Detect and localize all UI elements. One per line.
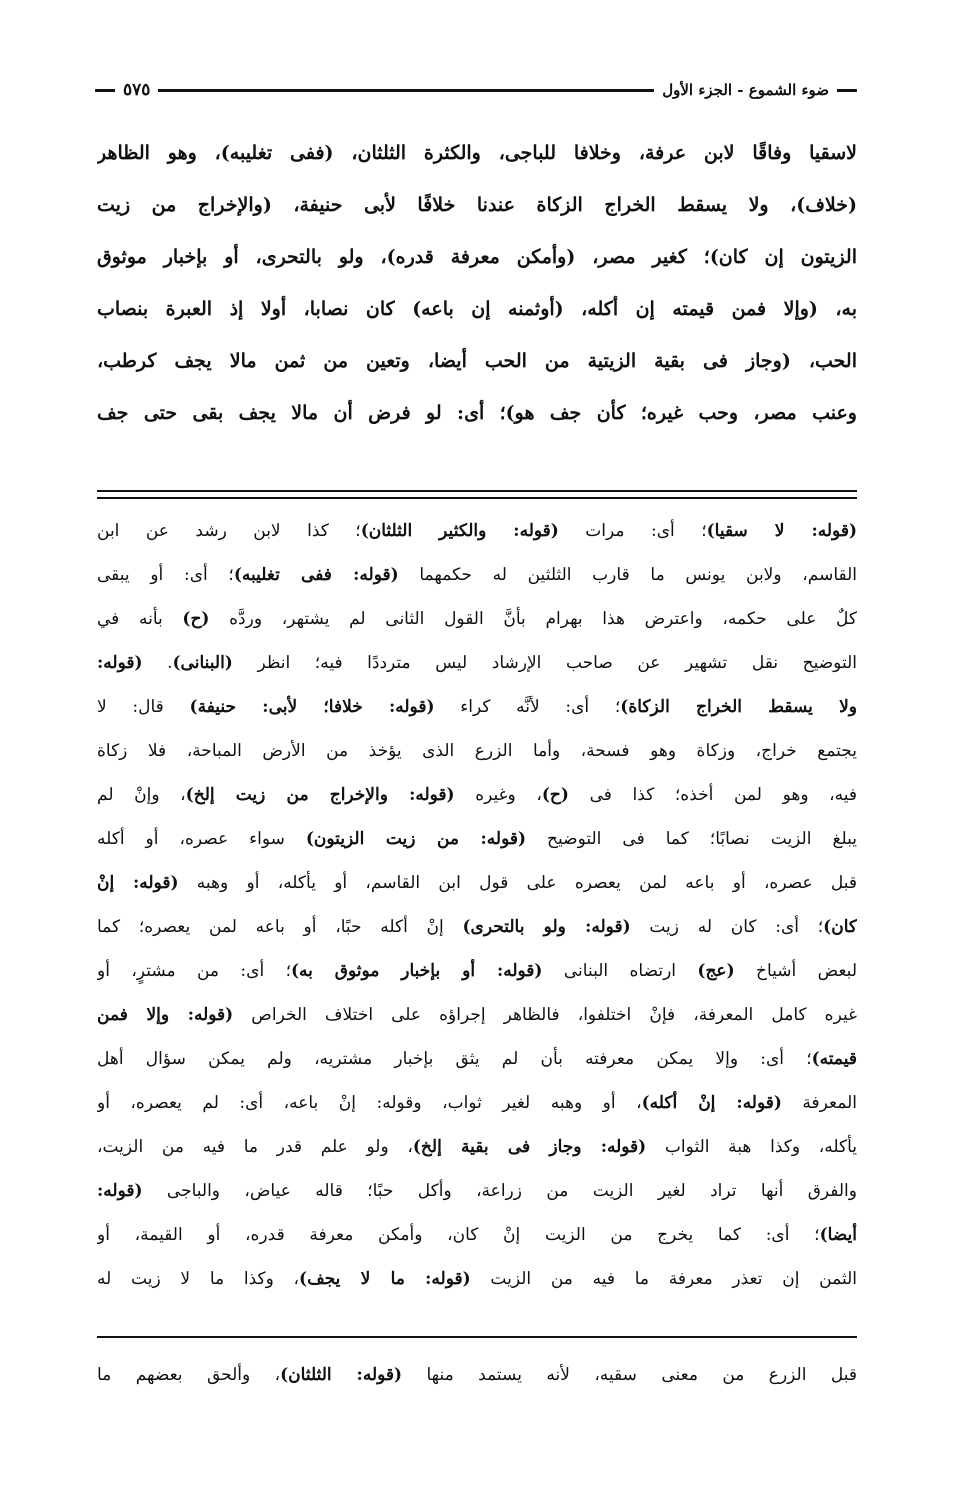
commentary-text: ؛ أى: لأنَّه كراء <box>434 697 621 717</box>
quoted-lemma: قيمته) <box>811 1049 857 1069</box>
commentary-text: قبل الزرع من معنى سقيه، لأنه يستمد منها <box>402 1365 857 1385</box>
running-header <box>95 72 857 108</box>
quoted-lemma: (ح) <box>541 785 569 805</box>
book-title: ضوء الشموع - الجزء الأول <box>662 81 829 99</box>
commentary-text: ؛ أى: مرات <box>558 521 707 541</box>
page-number: ٥٧٥ <box>123 80 151 100</box>
quoted-lemma: (قوله: الثلثان) <box>280 1365 403 1385</box>
main-text-line: به، (وإلا فمن قيمته إن أكله، (أوثمنه إن باعه) كان نصابا، أولا إذ العبرة بنصاب <box>97 298 857 320</box>
commentary-text: . <box>142 653 173 673</box>
commentary-line <box>97 1213 857 1257</box>
commentary-text: ، وألحق بعضهم ما <box>97 1365 281 1385</box>
commentary-text: ؛ كذا لابن رشد عن ابن <box>97 521 361 541</box>
commentary-text: سواء عصره، أو أكله <box>97 829 306 849</box>
commentary-line <box>97 509 857 553</box>
section-divider <box>97 497 857 499</box>
commentary-text: ؛ أى: أو يبقى <box>97 565 234 585</box>
quoted-lemma: (قوله: <box>97 1181 143 1201</box>
commentary-line <box>97 773 857 817</box>
commentary-text: يجتمع خراج، وزكاة وهو فسحة، وأما الزرع الذى يؤخذ من الأرض المباحة، فلا زكاة <box>97 741 857 761</box>
quoted-lemma: (قوله: ففى تغليبه) <box>233 565 399 585</box>
commentary-line <box>97 1081 857 1125</box>
quoted-lemma: (قوله: أو بإخبار موثوق به) <box>290 961 543 981</box>
header-dash <box>95 89 115 92</box>
quoted-lemma: (البنانى) <box>172 653 233 673</box>
main-text-line: (خلاف)، ولا يسقط الخراج الزكاة عندنا خلافًا لأبى حنيفة، (والإخراج من زيت <box>97 194 857 216</box>
commentary-text: قال: لا <box>97 697 190 717</box>
commentary-text: القاسم، ولابن يونس ما قارب الثلثين له حكمهما <box>398 565 857 585</box>
main-text-line: الزيتون إن كان)؛ كغير مصر، (وأمكن معرفة قدره)، ولو بالتحرى، أو بإخبار موثوق <box>97 246 857 268</box>
commentary-line <box>97 641 857 685</box>
main-text-line: الحب، (وجاز فى بقية الزيتية من الحب أيضا، وتعين من ثمن مالا يجف كرطب، <box>97 350 857 372</box>
commentary-text: كلٌ على حكمه، واعترض هذا بهرام بأنَّ القول الثانى لم يشتهر، وردَّه <box>209 609 857 629</box>
quoted-lemma: (قوله: والكثير الثلثان) <box>360 521 559 541</box>
commentary-text: المعرفة <box>781 1093 857 1113</box>
commentary-line <box>97 905 857 949</box>
continuation-line <box>97 1353 857 1397</box>
commentary-text: ، أو وهبه لغير ثواب، وقوله: إنْ باعه، أى: لم يعصره، أو <box>97 1093 642 1113</box>
commentary-text: ؛ أى: من مشترٍ، أو <box>97 961 291 981</box>
commentary-line <box>97 949 857 993</box>
main-text <box>97 127 857 439</box>
quoted-lemma: (قوله: والإخراج من زيت إلخ) <box>185 785 455 805</box>
commentary-line <box>97 817 857 861</box>
quoted-lemma: (ح) <box>182 609 210 629</box>
quoted-lemma: (قوله: وجاز فى بقية إلخ) <box>412 1137 647 1157</box>
main-text-line: وعنب مصر، وحب غيره؛ كأن جف هو)؛ أى: لو فرض أن مالا يجف بقى حتى جف <box>97 402 857 424</box>
commentary-text: إنْ أكله حبًا، أو باعه لمن يعصره؛ كما <box>97 917 463 937</box>
quoted-lemma: كان) <box>823 917 857 937</box>
commentary-text: غيره كامل المعرفة، فإنْ اختلفوا، فالظاهر إجراؤه على اختلاف الخراص <box>233 1005 857 1025</box>
quoted-lemma: (قوله: <box>97 653 143 673</box>
commentary-text: ؛ أى: وإلا يمكن معرفته بأن لم يثق بإخبار مشتريه، ولم يمكن سؤال أهل <box>97 1049 812 1069</box>
main-text-line: لاسقيا وفاقًا لابن عرفة، وخلافا للباجى، والكثرة الثلثان، (ففى تغليبه)، وهو الظاهر <box>97 142 857 164</box>
commentary-line <box>97 729 857 773</box>
quoted-lemma: (قوله: وإلا فمن <box>97 1005 234 1025</box>
commentary-text: الثمن إن تعذر معرفة ما فيه من الزيت <box>470 1269 857 1289</box>
commentary-line <box>97 861 857 905</box>
commentary-text: التوضيح نقل تشهير عن صاحب الإرشاد ليس مترددًا فيه؛ انظر <box>232 653 857 673</box>
quoted-lemma: (قوله: خلافا؛ لأبى: حنيفة) <box>189 697 435 717</box>
commentary-text: والفرق أنها تراد لغير الزيت من زراعة، وأكل حبًا؛ قاله عياض، والباجى <box>142 1181 857 1201</box>
commentary-line <box>97 1125 857 1169</box>
commentary-text: فيه، وهو لمن أخذه؛ كذا فى <box>568 785 857 805</box>
commentary-line <box>97 553 857 597</box>
commentary-text: يأكله، وكذا هبة الثواب <box>646 1137 857 1157</box>
header-dash <box>837 89 857 92</box>
quoted-lemma: (قوله: إنْ أكله) <box>641 1093 782 1113</box>
commentary-line <box>97 1257 857 1301</box>
commentary-line <box>97 993 857 1037</box>
commentary-line <box>97 1169 857 1213</box>
footnote-divider <box>97 1336 857 1338</box>
commentary-text: ، وإنْ لم <box>97 785 186 805</box>
commentary-text: لبعض أشياخ <box>734 961 857 981</box>
quoted-lemma: ولا يسقط الخراج الزكاة) <box>620 697 857 717</box>
commentary-text: بأنه في <box>97 609 183 629</box>
quoted-lemma: (قوله: ما لا يجف) <box>299 1269 471 1289</box>
footnote-continuation <box>97 1353 857 1397</box>
commentary-text: ؛ أى: كان له زيت <box>630 917 824 937</box>
commentary-text: ، ولو علم قدر ما فيه من الزيت، <box>97 1137 413 1157</box>
quoted-lemma: (قوله: من زيت الزيتون) <box>305 829 527 849</box>
quoted-lemma: (قوله: إنْ <box>97 873 179 893</box>
quoted-lemma: أيضا) <box>819 1225 857 1245</box>
quoted-lemma: (قوله: لا سقيا) <box>706 521 857 541</box>
quoted-lemma: (عج) <box>697 961 735 981</box>
quoted-lemma: (قوله: ولو بالتحرى) <box>462 917 631 937</box>
commentary-text: ، وكذا ما لا زيت له <box>97 1269 300 1289</box>
header-rule <box>158 89 654 92</box>
commentary-line <box>97 1037 857 1081</box>
commentary-line <box>97 685 857 729</box>
commentary-text: ؛ أى: كما يخرج من الزيت إنْ كان، وأمكن معرفة قدره، أو القيمة، أو <box>97 1225 820 1245</box>
commentary-text: يبلغ الزيت نصابًا؛ كما فى التوضيح <box>526 829 857 849</box>
commentary-text: ارتضاه البنانى <box>542 961 698 981</box>
commentary <box>97 509 857 1301</box>
commentary-text: ، وغيره <box>454 785 542 805</box>
commentary-line <box>97 597 857 641</box>
commentary-text: قبل عصره، أو باعه لمن يعصره على قول ابن القاسم، أو يأكله، أو وهبه <box>178 873 857 893</box>
section-divider <box>97 490 857 492</box>
